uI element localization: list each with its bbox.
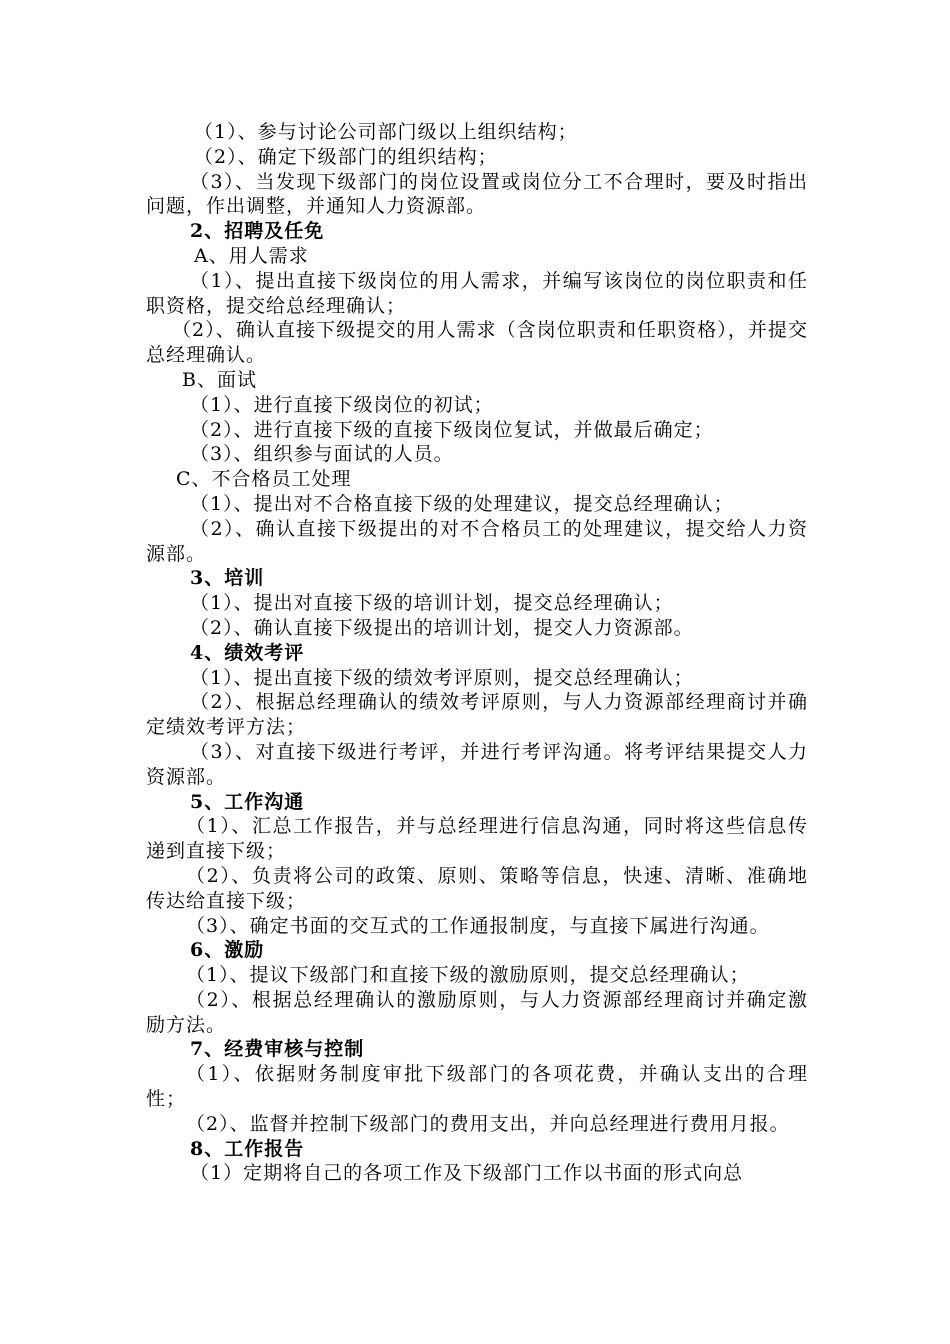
recruit-b-item-1: （1）、进行直接下级岗位的初试；	[190, 393, 494, 416]
recruit-a-title: A、用人需求	[194, 244, 309, 267]
heading-communication: 5、工作沟通	[190, 790, 305, 813]
recruit-c-title: C、不合格员工处理	[176, 468, 352, 491]
perf-item-1: （1）、提出直接下级的绩效考评原则，提交总经理确认；	[190, 666, 694, 689]
heading-report: 8、工作报告	[190, 1137, 305, 1160]
heading-performance: 4、绩效考评	[190, 641, 305, 664]
training-item-1: （1）、提出对直接下级的培训计划，提交总经理确认；	[190, 592, 674, 615]
incent-item-1: （1）、提议下级部门和直接下级的激励原则，提交总经理确认；	[186, 964, 750, 987]
recruit-b-item-2: （2）、进行直接下级的直接下级岗位复试，并做最后确定；	[190, 418, 714, 441]
training-item-2: （2）、确认直接下级提出的培训计划，提交人力资源部。	[190, 616, 694, 639]
recruit-b-item-3: （3）、组织参与面试的人员。	[190, 443, 454, 466]
heading-training: 3、培训	[190, 567, 265, 590]
document-page	[146, 120, 808, 1186]
perf-item-3: （3）、对直接下级进行考评，并进行考评沟通。将考评结果提交人力资源部。	[146, 740, 808, 788]
recruit-a-item-2: （2）、确认直接下级提交的用人需求（含岗位职责和任职资格），并提交总经理确认。	[146, 319, 808, 367]
org-item-2: （2）、确定下级部门的组织结构；	[194, 145, 498, 168]
budget-item-2: （2）、监督并控制下级部门的费用支出，并向总经理进行费用月报。	[186, 1112, 790, 1135]
perf-item-2: （2）、根据总经理确认的绩效考评原则，与人力资源部经理商讨并确定绩效考评方法；	[146, 691, 808, 739]
comm-item-3: （3）、确定书面的交互式的工作通报制度，与直接下属进行沟通。	[186, 914, 770, 937]
org-item-3: （3）、当发现下级部门的岗位设置或岗位分工不合理时，要及时指出问题，作出调整，并通知人力资源部。	[146, 170, 808, 218]
incent-item-2: （2）、根据总经理确认的激励原则，与人力资源部经理商讨并确定激励方法。	[146, 988, 808, 1036]
recruit-a-item-1: （1）、提出直接下级岗位的用人需求，并编写该岗位的岗位职责和任职资格，提交给总经理确认；	[146, 269, 808, 317]
heading-budget: 7、经费审核与控制	[190, 1038, 365, 1061]
recruit-c-item-2: （2）、确认直接下级提出的对不合格员工的处理建议，提交给人力资源部。	[146, 517, 808, 565]
budget-item-1: （1）、依据财务制度审批下级部门的各项花费，并确认支出的合理性；	[146, 1063, 808, 1111]
recruit-c-item-1: （1）、提出对不合格直接下级的处理建议，提交总经理确认；	[190, 492, 734, 515]
comm-item-2: （2）、负责将公司的政策、原则、策略等信息，快速、清晰、准确地传达给直接下级；	[146, 864, 808, 912]
comm-item-1: （1）、汇总工作报告，并与总经理进行信息沟通，同时将这些信息传递到直接下级；	[146, 815, 808, 863]
heading-incentive: 6、激励	[190, 939, 265, 962]
org-item-1: （1）、参与讨论公司部门级以上组织结构；	[194, 121, 578, 143]
recruit-b-title: B、面试	[182, 368, 257, 391]
report-item-1: （1）定期将自己的各项工作及下级部门工作以书面的形式向总	[190, 1162, 744, 1185]
heading-recruit: 2、招聘及任免	[190, 220, 325, 243]
